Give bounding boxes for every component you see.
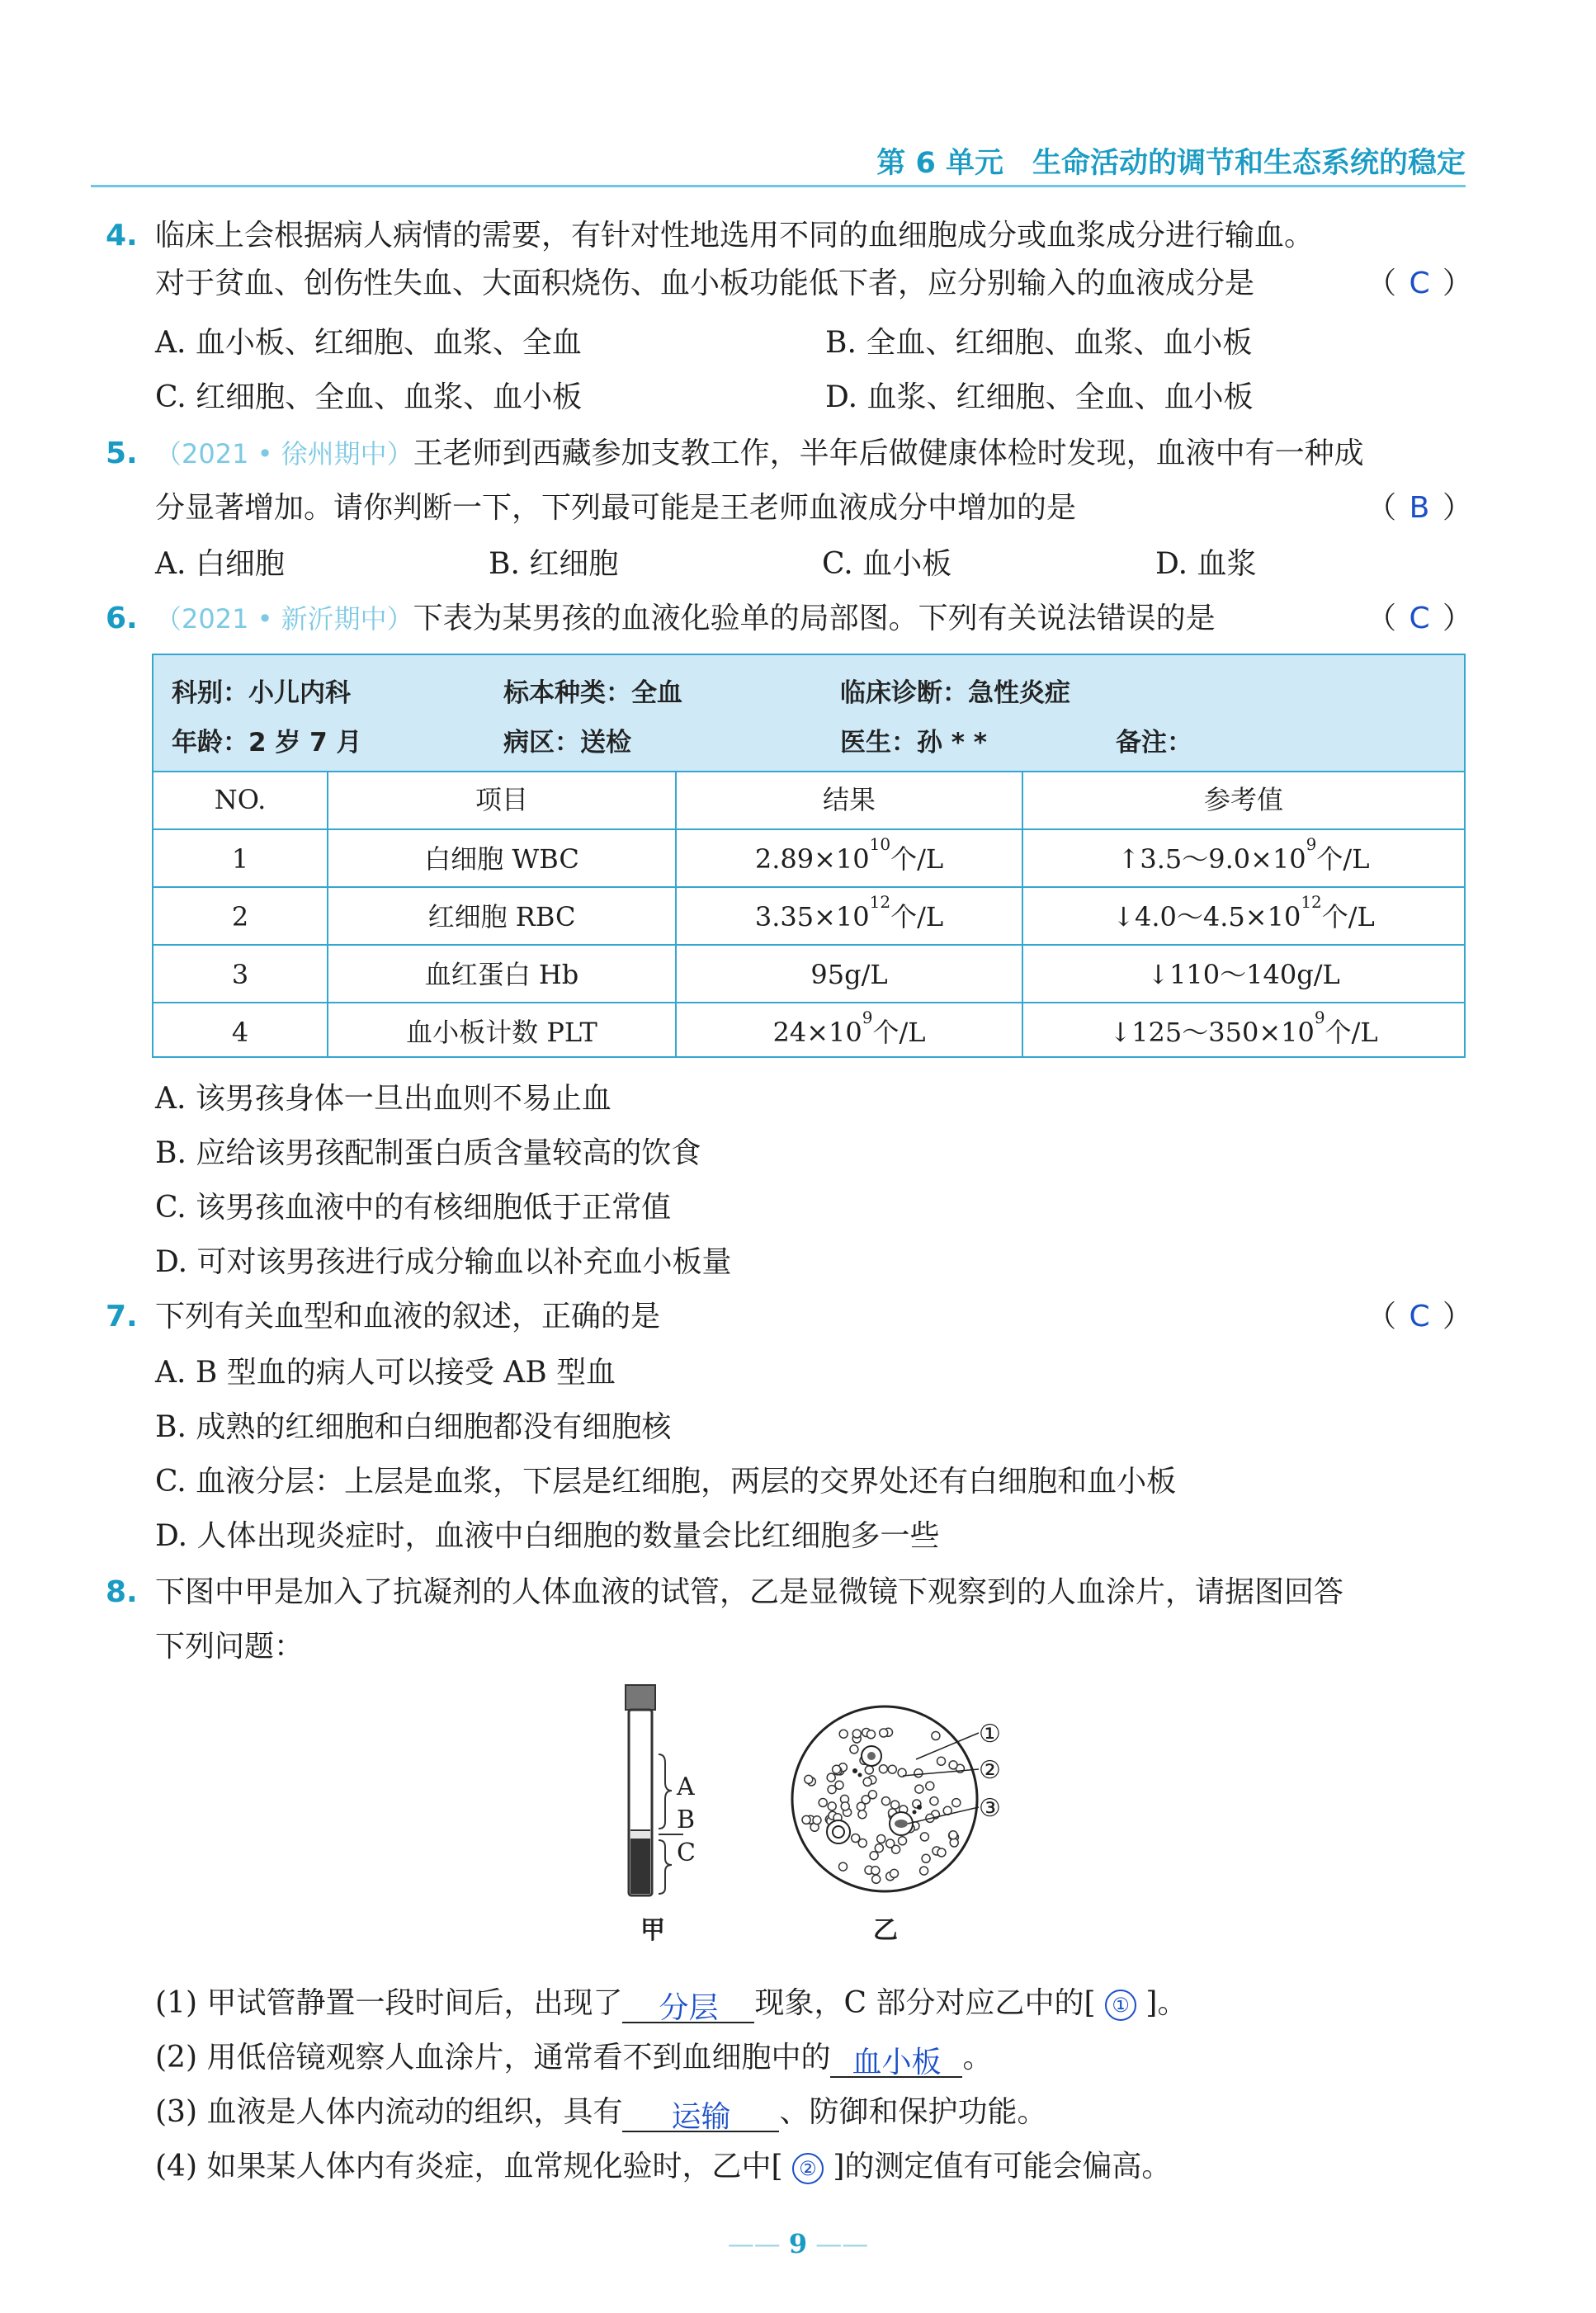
red-blood-cell-icon: [867, 1730, 876, 1739]
red-blood-cell-icon: [920, 1833, 928, 1841]
q8-stem-line1: 下图中甲是加入了抗凝剂的人体血液的试管，乙是显微镜下观察到的人血涂片，请据图回答: [155, 1575, 1344, 1609]
q7-option-d: D. 人体出现炎症时，血液中白细胞的数量会比红细胞多一些: [155, 1519, 940, 1553]
q7-option-b: B. 成熟的红细胞和白细胞都没有细胞核: [155, 1410, 672, 1444]
q5-number: 5.: [106, 437, 138, 470]
info-dept: 科别：小儿内科: [172, 678, 351, 708]
q4-option-a: A. 血小板、红细胞、血浆、全血: [155, 326, 582, 360]
blood-test-table: [152, 654, 1466, 1058]
red-blood-cell-icon: [833, 1765, 841, 1773]
red-blood-cell-icon: [952, 1799, 961, 1807]
red-blood-cell-icon: [871, 1867, 880, 1875]
caption-yi: 乙: [873, 1916, 898, 1945]
row-item: 红细胞 RBC: [427, 901, 576, 932]
row-result: $2.89\times 10^{10}$个/L: [754, 834, 944, 875]
q7-answer: C: [1409, 1300, 1430, 1334]
info-specimen: 标本种类：全血: [503, 678, 682, 708]
q6-option-b: B. 应给该男孩配制蛋白质含量较高的饮食: [155, 1136, 701, 1170]
info-remark: 备注：: [1116, 728, 1192, 758]
row-no: 4: [231, 1017, 249, 1048]
red-blood-cell-icon: [914, 1769, 923, 1777]
red-blood-cell-icon: [922, 1854, 930, 1862]
table-row: [153, 1002, 1464, 1061]
q8-sub2-blank: 血小板: [830, 2043, 962, 2078]
q6-answer-paren: （ C ）: [1367, 599, 1466, 639]
red-blood-cell-icon: [805, 1775, 813, 1783]
trend-arrow-icon: ↓: [1112, 901, 1135, 932]
info-age: 年龄：2 岁 7 月: [172, 728, 362, 758]
smear-label-1: ①: [979, 1720, 1001, 1749]
row-result: $3.35\times 10^{12}$个/L: [754, 892, 944, 932]
smear-label-3: ③: [979, 1794, 1001, 1823]
q5-option-d: D. 血浆: [1155, 547, 1257, 581]
q7-option-c: C. 血液分层：上层是血浆，下层是红细胞，两层的交界处还有白细胞和血小板: [155, 1465, 1177, 1499]
red-blood-cell-icon: [802, 1815, 810, 1824]
red-blood-cell-icon: [891, 1801, 900, 1809]
caption-jia: 甲: [640, 1916, 665, 1945]
red-blood-cell-icon: [858, 1839, 866, 1848]
col-header-result: 结果: [822, 784, 876, 815]
row-result: 95g/L: [810, 959, 888, 990]
red-blood-cell-icon: [875, 1844, 883, 1853]
q8-sub2: (2) 用低倍镜观察人血涂片，通常看不到血细胞中的 血小板 。: [155, 2041, 993, 2079]
col-header-no: NO.: [214, 784, 267, 815]
row-no: 2: [231, 901, 249, 932]
trend-arrow-icon: ↓: [1147, 959, 1170, 990]
q7-option-a: A. B 型血的病人可以接受 AB 型血: [155, 1356, 616, 1390]
table-row: [153, 828, 1464, 888]
red-blood-cell-icon: [920, 1867, 928, 1875]
red-blood-cell-icon: [880, 1729, 888, 1737]
q5-stem-text: 王老师到西藏参加支教工作，半年后做健康体检时发现，血液中有一种成: [413, 437, 1364, 470]
q6-option-a: A. 该男孩身体一旦出血则不易止血: [155, 1082, 611, 1116]
red-blood-cell-icon: [879, 1765, 887, 1773]
q4-stem-line1: 临床上会根据病人病情的需要，有针对性地选用不同的血细胞成分或血浆成分进行输血。: [155, 219, 1315, 253]
header-divider: [91, 185, 1466, 187]
info-diagnosis: 临床诊断：急性炎症: [840, 678, 1070, 708]
q8-sub4-answer: ②: [792, 2153, 824, 2184]
q8-number: 8.: [106, 1575, 138, 1609]
q8-sub3: (3) 血液是人体内流动的组织，具有 运输 、防御和保护功能。: [155, 2095, 1047, 2134]
q8-stem-line2: 下列问题：: [155, 1630, 305, 1664]
q6-number: 6.: [106, 602, 138, 635]
red-blood-cell-icon: [937, 1848, 946, 1857]
q8-sub3-blank: 运输: [622, 2098, 779, 2132]
smear-label-2: ②: [979, 1756, 1001, 1785]
red-blood-cell-icon: [841, 1802, 849, 1810]
red-blood-cell-icon: [865, 1766, 873, 1774]
row-item: 白细胞 WBC: [424, 843, 579, 875]
q5-answer: B: [1409, 491, 1430, 525]
q4-answer: C: [1409, 267, 1430, 300]
row-reference: $↑3.5\sim 9.0\times 10^9$个/L: [1117, 834, 1370, 875]
tube-label-c: C: [677, 1839, 696, 1867]
unit-header: 第 6 单元 生命活动的调节和生态系统的稳定: [876, 147, 1466, 180]
q5-answer-paren: （ B ）: [1367, 489, 1466, 528]
tube-label-a: A: [677, 1773, 695, 1801]
row-result: $24\times 10^9$个/L: [772, 1008, 926, 1048]
red-blood-cell-icon: [899, 1837, 907, 1845]
red-blood-cell-icon: [886, 1839, 895, 1848]
q5-option-c: C. 血小板: [822, 547, 952, 581]
row-no: 1: [231, 843, 249, 875]
red-blood-cell-icon: [926, 1782, 934, 1790]
red-blood-cell-icon: [872, 1875, 881, 1883]
trend-arrow-icon: ↑: [1117, 843, 1140, 875]
red-blood-cell-icon: [828, 1786, 836, 1794]
tube-label-b: B: [677, 1806, 696, 1834]
q7-stem-line1: 下列有关血型和血液的叙述，正确的是: [155, 1300, 661, 1334]
table-info-panel: [153, 655, 1464, 772]
red-blood-cell-icon: [858, 1810, 866, 1819]
red-blood-cell-icon: [932, 1732, 940, 1740]
q6-stem-line1: [155, 599, 1216, 639]
row-item: 血红蛋白 Hb: [424, 959, 579, 990]
q4-option-c: C. 红细胞、全血、血浆、血小板: [155, 380, 583, 414]
q6-answer: C: [1409, 602, 1430, 635]
q8-sub1-blank: 分层: [622, 1989, 754, 2023]
red-blood-cell-icon: [915, 1785, 923, 1793]
info-ward: 病区：送检: [503, 728, 631, 758]
red-blood-cell-icon: [870, 1852, 878, 1860]
red-blood-cell-icon: [937, 1757, 946, 1765]
trend-arrow-icon: ↓: [1109, 1017, 1132, 1048]
q6-stem-text: 下表为某男孩的血液化验单的局部图。下列有关说法错误的是: [413, 602, 1216, 635]
q5-option-b: B. 红细胞: [489, 547, 619, 581]
info-doctor: 医生：孙 * *: [840, 728, 988, 758]
red-blood-cell-icon: [827, 1773, 835, 1782]
red-blood-cell-icon: [877, 1835, 885, 1843]
q6-option-c: C. 该男孩血液中的有核细胞低于正常值: [155, 1191, 672, 1225]
q5-stem-line1: [155, 434, 1364, 474]
red-blood-cell-icon: [852, 1730, 861, 1738]
red-blood-cell-icon: [813, 1816, 821, 1824]
red-blood-cell-icon: [839, 1730, 848, 1738]
q4-number: 4.: [106, 219, 138, 253]
red-blood-cell-icon: [930, 1797, 938, 1806]
row-reference: $↓125\sim 350\times 10^9$个/L: [1109, 1008, 1378, 1048]
q7-answer-paren: （ C ）: [1367, 1297, 1466, 1337]
q5-source: （2021 • 徐州期中）: [155, 438, 413, 470]
red-blood-cell-icon: [888, 1765, 896, 1773]
q5-option-a: A. 白细胞: [155, 547, 285, 581]
row-reference: ↓110～140g/L: [1147, 959, 1340, 990]
q6-source: （2021 • 新沂期中）: [155, 603, 413, 635]
table-row: [153, 886, 1464, 946]
q4-option-b: B. 全血、红细胞、血浆、血小板: [825, 326, 1253, 360]
red-blood-cell-icon: [819, 1799, 827, 1807]
page-number: —— 9 ——: [727, 2228, 869, 2259]
red-blood-cell-icon: [949, 1831, 957, 1839]
table-row: [153, 944, 1464, 1003]
red-blood-cell-icon: [890, 1869, 899, 1877]
row-no: 3: [231, 959, 249, 990]
col-header-item: 项目: [475, 784, 528, 815]
row-reference: $↓4.0\sim 4.5\times 10^{12}$个/L: [1112, 892, 1375, 932]
red-blood-cell-icon: [950, 1839, 958, 1847]
red-blood-cell-icon: [882, 1797, 890, 1806]
q6-option-d: D. 可对该男孩进行成分输血以补充血小板量: [155, 1245, 732, 1279]
red-blood-cell-icon: [949, 1761, 957, 1769]
q4-answer-paren: （ C ）: [1367, 264, 1466, 304]
q4-option-d: D. 血浆、红细胞、全血、血小板: [825, 380, 1254, 414]
row-item: 血小板计数 PLT: [406, 1017, 597, 1048]
red-blood-cell-icon: [828, 1802, 836, 1810]
q8-sub1-answer: ①: [1105, 1990, 1136, 2021]
q8-sub1: (1) 甲试管静置一段时间后，出现了 分层 现象，C 部分对应乙中的[ ① ]。: [155, 1986, 1188, 2025]
red-blood-cell-icon: [850, 1745, 858, 1754]
red-blood-cell-icon: [862, 1796, 870, 1804]
q5-stem-line2: 分显著增加。请你判断一下，下列最可能是王老师血液成分中增加的是: [155, 491, 1077, 525]
table-header-row: [153, 771, 1464, 828]
col-header-reference: 参考值: [1203, 784, 1283, 815]
red-blood-cell-icon: [863, 1777, 871, 1786]
q7-number: 7.: [106, 1300, 138, 1334]
q4-stem-line2: 对于贫血、创伤性失血、大面积烧伤、血小板功能低下者，应分别输入的血液成分是: [155, 267, 1255, 300]
q8-sub4: (4) 如果某人体内有炎症，血常规化验时，乙中[ ② ]的测定值有可能会偏高。: [155, 2150, 1172, 2183]
red-blood-cell-icon: [839, 1862, 848, 1871]
